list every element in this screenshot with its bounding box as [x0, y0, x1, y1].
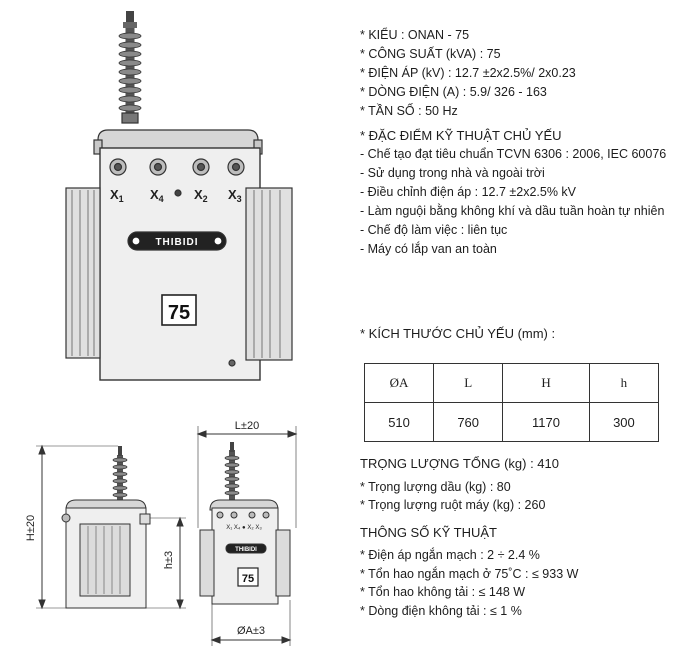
feature-item: - Điều chỉnh điện áp : 12.7 ±2x2.5% kV	[360, 185, 577, 199]
dim-h-label: h±3	[163, 550, 175, 570]
brand-label: THIBIDI	[155, 237, 199, 248]
weight-title: TRỌNG LƯỢNG TỔNG (kg) : 410	[360, 456, 559, 471]
table-header-row	[365, 364, 659, 403]
lower-specs	[360, 455, 695, 620]
feature-item: - Làm nguội bằng không khí và dầu tuần hoàn tự nhiên	[360, 204, 665, 218]
small-brand: THIBIDI	[235, 547, 257, 553]
technical-item: * Tổn hao không tải : ≤ 148 W	[360, 585, 526, 599]
svg-text:X3: $X_3$	[228, 187, 242, 204]
svg-text:X2: $X_2$	[194, 187, 208, 204]
technical-title: THÔNG SỐ KỸ THUẬT	[360, 524, 497, 540]
table-cell: 510	[365, 403, 434, 442]
features-title: * ĐẶC ĐIỂM KỸ THUẬT CHỦ YẾU	[360, 128, 562, 143]
table-cell: 300	[589, 403, 658, 442]
feature-item: - Máy có lắp van an toàn	[360, 242, 497, 256]
feature-item: - Chế độ làm việc : liên tục	[360, 223, 508, 237]
table-header-cell: H	[503, 364, 590, 403]
weight-item: * Trọng lượng dầu (kg) : 80	[360, 479, 511, 494]
technical-item: * Điện áp ngắn mạch : 2 ÷ 2.4 %	[360, 548, 540, 562]
radiator-left	[66, 188, 100, 358]
spec-dien-ap: * ĐIỆN ÁP (kV) : 12.7 ±2x2.5%/ 2x0.23	[360, 66, 576, 80]
feature-item: - Sử dụng trong nhà và ngoài trời	[360, 166, 545, 180]
table-header-cell: L	[434, 364, 503, 403]
spec-dong-dien: * DÒNG ĐIỆN (A) : 5.9/ 326 - 163	[360, 85, 547, 99]
spec-list	[360, 26, 695, 259]
technical-item: * Dòng điện không tải : ≤ 1 %	[360, 603, 522, 618]
small-rating: 75	[241, 573, 255, 585]
small-terminals: X₁ X₄ ● X₂ X₃	[226, 525, 262, 531]
svg-text:X1: $X_1$	[110, 187, 124, 204]
dim-A-label: ØA±3	[236, 625, 266, 637]
spec-kieu: * KIỂU : ONAN - 75	[360, 28, 470, 42]
dim-L-label: L±20	[234, 420, 260, 432]
dimensions-title: * KÍCH THƯỚC CHỦ YẾU (mm) :	[360, 326, 556, 341]
front-view-small	[198, 426, 296, 646]
dim-H-label: H±20	[25, 514, 37, 542]
main-transformer-view	[66, 11, 292, 380]
spec-cong-suat: * CÔNG SUẤT (kVA) : 75	[360, 47, 501, 61]
svg-text:X4: $X_4$	[150, 187, 164, 204]
side-view	[36, 446, 186, 608]
weight-item: * Trọng lượng ruột máy (kg) : 260	[360, 498, 546, 512]
radiator-right	[246, 188, 292, 360]
technical-item: * Tổn hao ngắn mạch ở 75˚C : ≤ 933 W	[360, 566, 579, 581]
table-cell: 760	[434, 403, 503, 442]
table-header-cell: h	[589, 364, 658, 403]
table-cell: 1170	[503, 403, 590, 442]
dimensions-table	[364, 363, 659, 442]
table-row	[365, 403, 659, 442]
table-header-cell: ØA	[365, 364, 434, 403]
rating-label: 75	[167, 302, 191, 324]
feature-item: - Chế tạo đạt tiêu chuẩn TCVN 6306 : 2006, IEC 60076	[360, 147, 667, 161]
hv-bushing	[119, 11, 141, 123]
spec-tan-so: * TẦN SỐ : 50 Hz	[360, 104, 458, 118]
